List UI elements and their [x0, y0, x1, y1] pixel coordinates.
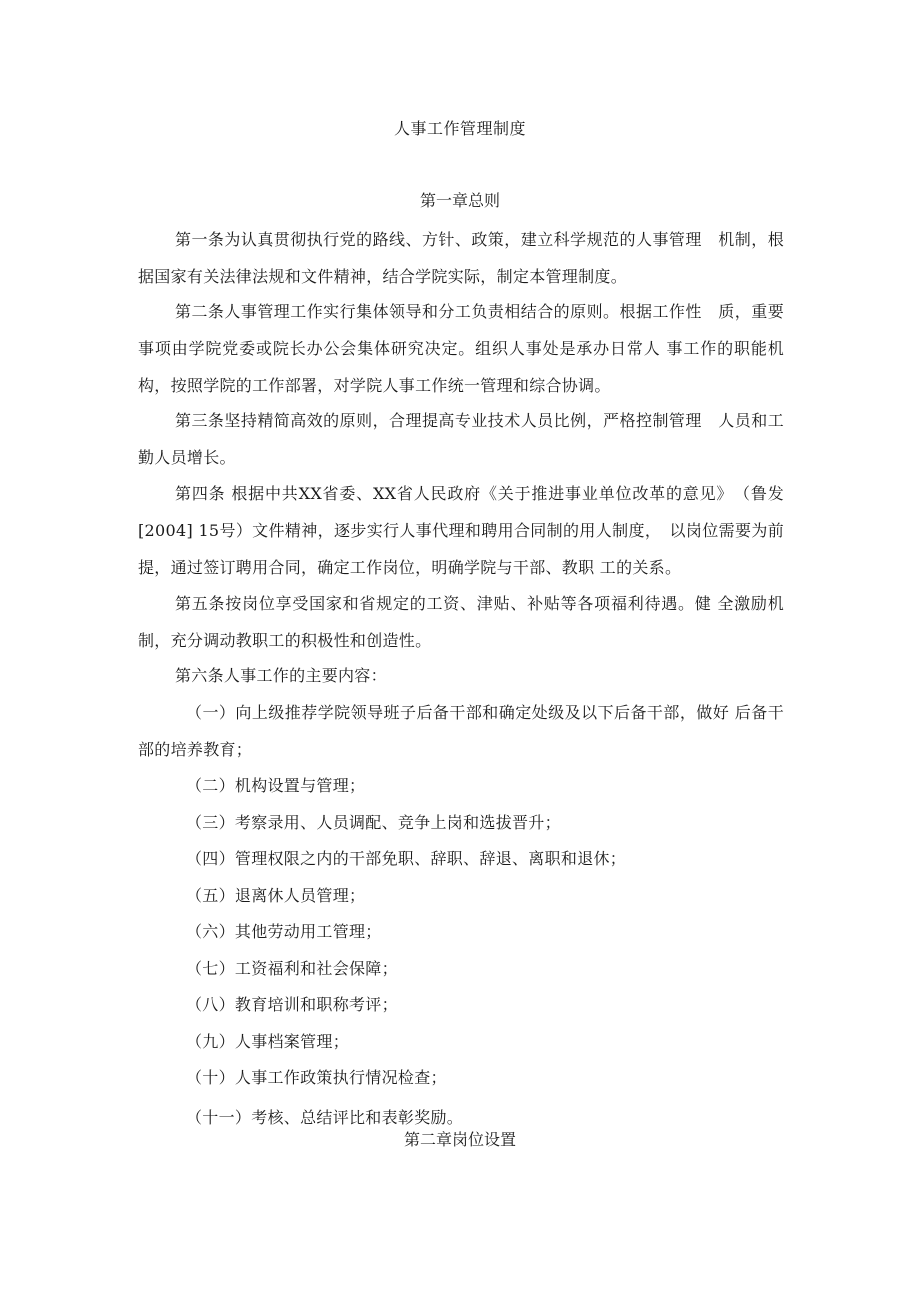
list-item: （四）管理权限之内的干部免职、辞职、辞退、离职和退休； [186, 849, 627, 868]
article-1: 第一条为认真贯彻执行党的路线、方针、政策，建立科学规范的人事管理 机制，根据国家有关法律法规和文件精神，结合学院实际，制定本管理制度。 [138, 230, 784, 286]
document-title: 人事工作管理制度 [393, 119, 526, 138]
article-6: 第六条人事工作的主要内容： [175, 666, 387, 685]
list-item: （七）工资福利和社会保障； [186, 959, 398, 978]
chapter-heading-1: 第一章总则 [419, 191, 500, 210]
list-item: （八）教育培训和职称考评； [186, 995, 398, 1014]
list-item: （一）向上级推荐学院领导班子后备干部和确定处级及以下后备干部，做好 后备干部的培养教育； [138, 703, 784, 759]
chapter-heading-2: 第二章岗位设置 [403, 1130, 516, 1149]
list-item: （九）人事档案管理； [186, 1032, 350, 1051]
article-3: 第三条坚持精简高效的原则，合理提高专业技术人员比例，严格控制管理 人员和工勤人员增长。 [138, 411, 784, 467]
article-5: 第五条按岗位享受国家和省规定的工资、津贴、补贴等各项福利待遇。健 全激励机制，充分调动教职工的积极性和创造性。 [138, 594, 784, 650]
list-item: （五）退离休人员管理； [186, 886, 366, 905]
article-2: 第二条人事管理工作实行集体领导和分工负责相结合的原则。根据工作性 质，重要事项由学院党委或院长办公会集体研究决定。组织人事处是承办日常人 事工作的职能机构，按照学院的工作部署，对学院人事工作统一管理和综合协调。 [138, 302, 784, 395]
list-item: （六）其他劳动用工管理； [186, 922, 382, 941]
list-item: （二）机构设置与管理； [186, 776, 366, 795]
list-item: （三）考察录用、人员调配、竞争上岗和选拔晋升； [186, 813, 561, 832]
article-4: 第四条 根据中共XX省委、XX省人民政府《关于推进事业单位改革的意见》 （鲁发[2004] 15号）文件精神，逐步实行人事代理和聘用合同制的用人制度， 以岗位需要为前提，通过签订聘用合同，确定工作岗位，明确学院与干部、教职 工的关系。 [138, 484, 784, 577]
list-item: （十一）考核、总结评比和表彰奖励。 [186, 1108, 464, 1127]
list-item: （十）人事工作政策执行情况检查； [186, 1068, 447, 1087]
